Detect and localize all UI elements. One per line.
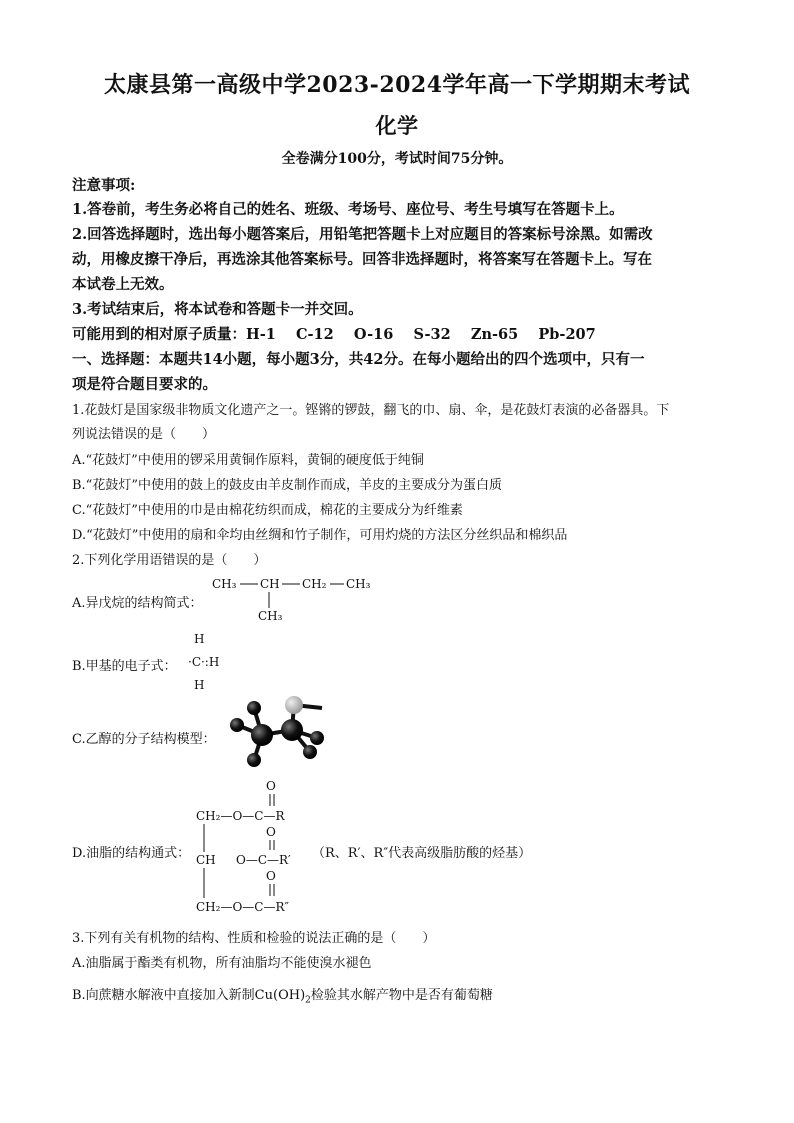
notice-item-3: 3.考试结束后，将本试卷和答题卡一并交回。 (72, 301, 363, 318)
q1-option-d: D.“花鼓灯”中使用的扇和伞均由丝绸和竹子制作，可用灼烧的方法区分丝织品和棉织品 (72, 528, 568, 543)
q3-option-b-pre: B.向蔗糖水解液中直接加入新制Cu(OH) (72, 988, 306, 1003)
methyl-h-bottom: H (194, 678, 205, 692)
q2-stem: 2.下列化学用语错误的是（ ） (72, 553, 267, 568)
atomic-masses: 可能用到的相对原子质量：H-1 C-12 O-16 S-32 Zn-65 Pb-207 (72, 326, 596, 343)
notice-heading: 注意事项: (72, 177, 136, 194)
h-atom (230, 718, 244, 732)
section1-line2: 项是符合题目要求的。 (72, 376, 217, 393)
q1-option-a: A.“花鼓灯”中使用的锣采用黄铜作原料，黄铜的硬度低于纯铜 (72, 453, 424, 468)
isopentane-ch3-branch: CH₃ (258, 609, 283, 623)
ester-row-2-right: O—C—R′ (236, 853, 291, 867)
ethanol-ball-stick-model (222, 690, 342, 770)
isopentane-ch3-right: CH₃ (346, 577, 371, 591)
notice-item-1: 1.答卷前，考生务必将自己的姓名、班级、考场号、座位号、考生号填写在答题卡上。 (72, 201, 624, 218)
q3-option-b (72, 984, 732, 1006)
h-atom (247, 701, 261, 715)
isopentane-ch: CH (260, 577, 280, 591)
notice-item-2a: 2.回答选择题时，选出每小题答案后，用铅笔把答题卡上对应题目的答案标号涂黑。如需改 (72, 226, 653, 243)
subject-title: 化学 (375, 113, 419, 138)
o-atom (285, 696, 303, 714)
carbonyl-o-2: O (266, 825, 276, 839)
q3-option-b-sub: 2 (305, 995, 311, 1006)
q1-stem-2: 列说法错误的是（ ） (72, 427, 216, 442)
carbonyl-o-1: O (266, 779, 276, 793)
methyl-electron-formula (186, 630, 236, 694)
q2-option-d-note: （R、R′、R″代表高级脂肪酸的烃基） (312, 846, 532, 861)
score-info: 全卷满分100分，考试时间75分钟。 (281, 151, 513, 167)
ester-row-2-left: CH (196, 853, 216, 867)
q2-option-c: C.乙醇的分子结构模型： (72, 732, 216, 747)
carbonyl-o-3: O (266, 869, 276, 883)
section1-line1: 一、选择题：本题共14小题，每小题3分，共42分。在每小题给出的四个选项中，只有一 (72, 351, 645, 368)
q2-option-a: A.异戊烷的结构简式： (72, 596, 203, 611)
q3-stem: 3.下列有关有机物的结构、性质和检验的说法正确的是（ ） (72, 931, 436, 946)
triglyceride-structure (196, 778, 326, 920)
ester-row-3: CH₂—O—C—R″ (196, 900, 289, 914)
q2-option-b: B.甲基的电子式： (72, 659, 177, 674)
q2-option-d: D.油脂的结构通式： (72, 846, 191, 861)
methyl-c-middle: ·C·:H (188, 655, 220, 669)
isopentane-ch2: CH₂ (302, 577, 327, 591)
ester-row-1: CH₂—O—C—R (196, 809, 285, 823)
q3-option-a: A.油脂属于酯类有机物，所有油脂均不能使溴水褪色 (72, 956, 372, 971)
methyl-h-top: H (194, 632, 205, 646)
h-atom (310, 731, 324, 745)
c-atom (281, 719, 303, 741)
exam-title: 太康县第一高级中学2023-2024学年高一下学期期末考试 (103, 72, 691, 98)
notice-item-2c: 本试卷上无效。 (72, 276, 174, 293)
q3-option-b-post: 检验其水解产物中是否有葡萄糖 (310, 988, 493, 1003)
notice-item-2b: 动，用橡皮擦干净后，再选涂其他答案标号。回答非选择题时，将答案写在答题卡上。写在 (72, 251, 652, 268)
h-atom (303, 745, 317, 759)
q1-option-c: C.“花鼓灯”中使用的巾是由棉花纺织而成，棉花的主要成分为纤维素 (72, 503, 463, 518)
q1-stem-1: 1.花鼓灯是国家级非物质文化遗产之一。铿锵的锣鼓，翻飞的巾、扇、伞，是花鼓灯表演的必备器具。下 (72, 403, 670, 418)
h-atom (247, 753, 261, 767)
isopentane-structure (212, 572, 372, 624)
isopentane-ch3-left: CH₃ (212, 577, 237, 591)
c-atom (251, 724, 273, 746)
q1-option-b: B.“花鼓灯”中使用的鼓上的鼓皮由羊皮制作而成，羊皮的主要成分为蛋白质 (72, 478, 502, 493)
